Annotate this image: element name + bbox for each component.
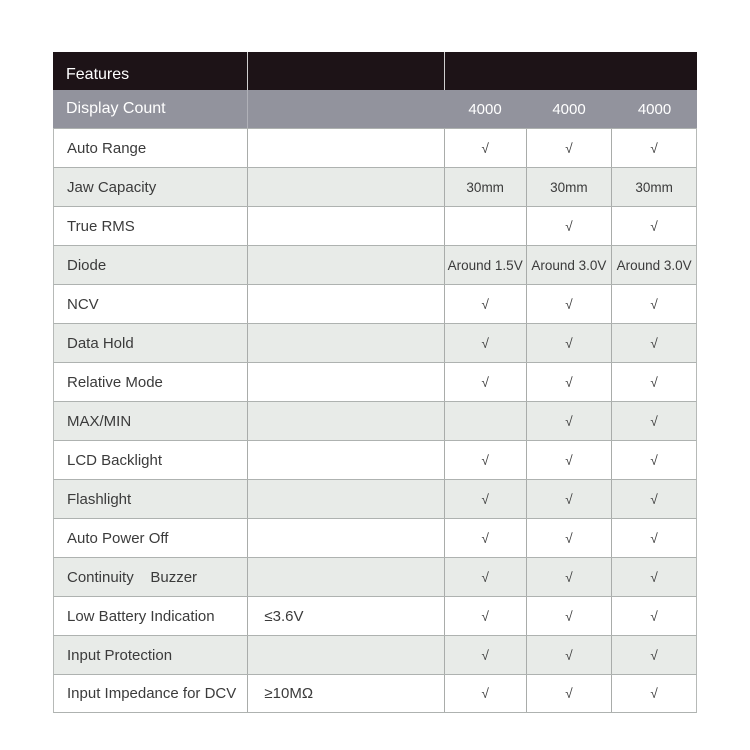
spec-cell [247, 90, 444, 128]
table-row [53, 284, 697, 323]
display-count-row [53, 90, 697, 128]
value-cell: 4000 [637, 100, 672, 118]
spec-cell [247, 129, 443, 167]
value-cell: √ [444, 441, 526, 479]
value-cell: √ [444, 558, 526, 596]
spec-cell [247, 168, 443, 206]
value-cell: √ [526, 207, 612, 245]
value-cell: Around 3.0V [526, 246, 612, 284]
table-row [53, 674, 697, 713]
spec-cell: ≤3.6V [247, 597, 443, 635]
feature-cell: Low Battery Indication [67, 607, 215, 625]
value-cell: √ [526, 441, 612, 479]
feature-cell: Auto Power Off [67, 529, 169, 547]
features-header-cell: Features [66, 66, 130, 83]
value-cell: √ [526, 480, 612, 518]
value-cell: √ [444, 597, 526, 635]
value-cell: √ [611, 324, 696, 362]
value-cell: √ [611, 597, 696, 635]
value-cell: √ [526, 285, 612, 323]
value-cell: √ [611, 480, 696, 518]
products-header-cell [444, 52, 697, 90]
value-cell: 4000 [552, 100, 586, 118]
value-cell: √ [526, 519, 612, 557]
table-row [53, 479, 697, 518]
value-cell: √ [611, 207, 696, 245]
spec-cell: ≥10MΩ [247, 675, 443, 712]
value-cell: √ [444, 324, 526, 362]
feature-cell: Input Impedance for DCV [67, 685, 237, 702]
table-row [53, 362, 697, 401]
feature-cell: LCD Backlight [67, 451, 163, 469]
spec-cell [247, 441, 443, 479]
value-cell [444, 402, 526, 440]
value-cell: √ [611, 675, 696, 712]
spec-cell [247, 402, 443, 440]
table-row [53, 323, 697, 362]
value-cell: √ [611, 558, 696, 596]
value-cell: √ [526, 675, 612, 712]
feature-cell: Data Hold [67, 334, 134, 352]
spec-cell [247, 480, 443, 518]
table-row [53, 635, 697, 674]
value-cell: √ [611, 363, 696, 401]
value-cell: √ [611, 636, 696, 674]
value-cell: √ [611, 285, 696, 323]
table-row [53, 167, 697, 206]
spec-cell [247, 519, 443, 557]
feature-cell: Display Count [66, 100, 166, 117]
feature-cell: NCV [67, 295, 99, 313]
value-cell: √ [611, 129, 696, 167]
spec-cell [247, 363, 443, 401]
value-cell: √ [444, 129, 526, 167]
value-cell: √ [444, 636, 526, 674]
feature-cell: True RMS [67, 217, 135, 235]
value-cell: 30mm [444, 168, 526, 206]
feature-cell: Auto Range [67, 139, 147, 157]
feature-comparison-table [53, 52, 697, 713]
table-row [53, 518, 697, 557]
spec-cell [247, 324, 443, 362]
feature-cell: MAX/MIN [67, 412, 132, 430]
value-cell: √ [611, 441, 696, 479]
table-header-row [53, 52, 697, 90]
value-cell: √ [526, 363, 612, 401]
value-cell: √ [444, 285, 526, 323]
feature-cell: Continuity Buzzer [67, 568, 198, 586]
value-cell: √ [444, 363, 526, 401]
table-row [53, 128, 697, 167]
feature-cell: Input Protection [67, 646, 173, 664]
spec-header-cell [247, 52, 444, 90]
feature-cell: Flashlight [67, 490, 132, 508]
value-cell: √ [611, 519, 696, 557]
value-cell: √ [526, 636, 612, 674]
value-cell: √ [526, 558, 612, 596]
value-cell: √ [526, 402, 612, 440]
value-cell [444, 207, 526, 245]
value-cell: √ [526, 129, 612, 167]
feature-cell: Diode [67, 256, 107, 274]
value-cell: Around 3.0V [611, 246, 696, 284]
table-row [53, 245, 697, 284]
value-cell: √ [526, 324, 612, 362]
value-cell: Around 1.5V [444, 246, 526, 284]
value-cell: 4000 [468, 100, 502, 118]
value-cell: √ [444, 519, 526, 557]
spec-cell [247, 558, 443, 596]
spec-cell [247, 636, 443, 674]
spec-cell [247, 285, 443, 323]
value-cell: 30mm [611, 168, 696, 206]
table-row [53, 557, 697, 596]
feature-cell: Relative Mode [67, 373, 163, 391]
value-cell: √ [444, 675, 526, 712]
value-cell: 30mm [526, 168, 612, 206]
table-row [53, 401, 697, 440]
table-row [53, 596, 697, 635]
spec-cell [247, 246, 443, 284]
value-cell: √ [444, 480, 526, 518]
value-cell: √ [611, 402, 696, 440]
feature-cell: Jaw Capacity [67, 178, 157, 196]
table-row [53, 440, 697, 479]
table-row [53, 206, 697, 245]
spec-cell [247, 207, 443, 245]
value-cell: √ [526, 597, 612, 635]
